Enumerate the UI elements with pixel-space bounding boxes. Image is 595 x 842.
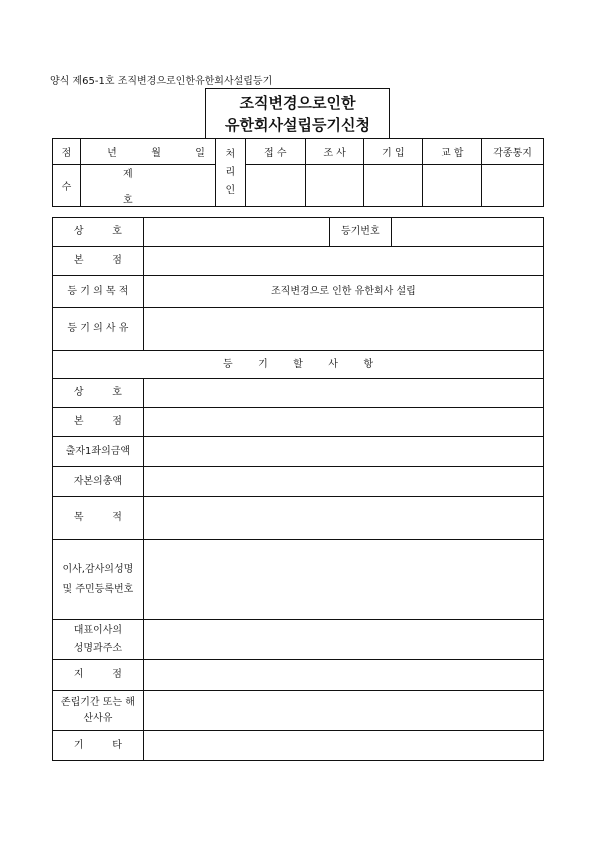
item-field-total-capital[interactable] <box>143 467 543 497</box>
receipt-number-cell[interactable] <box>80 165 215 207</box>
registration-no-field[interactable] <box>391 218 543 247</box>
bonjeom-field[interactable] <box>143 247 543 276</box>
item-label-branch: 지 점 <box>53 660 144 691</box>
col-header-gyohap: 교 합 <box>423 139 482 165</box>
item-label-share-amount: 출자1좌의금액 <box>53 437 144 467</box>
sangho-label: 상 호 <box>53 218 144 247</box>
item-label-representative: 대표이사의 성명과주소 <box>53 620 144 660</box>
bonjeom-label: 본 점 <box>53 247 144 276</box>
receipt-year-label: 년 <box>107 148 117 159</box>
purpose-label: 등 기 의 목 적 <box>53 276 144 308</box>
receipt-day-label: 일 <box>195 148 205 159</box>
item-label-other: 기 타 <box>53 731 144 761</box>
section-header: 등 기 할 사 항 <box>53 351 544 379</box>
item-label-directors: 이사,감사의성명 및 주민등록번호 <box>53 540 144 620</box>
receipt-jeop-label: 점 <box>61 148 72 159</box>
title-line-2: 유한회사설립등기신청 <box>225 116 370 134</box>
receipt-no-je-label: 제 <box>122 169 133 180</box>
form-title <box>205 88 390 138</box>
item-label-sangho: 상 호 <box>53 379 144 408</box>
item-field-other[interactable] <box>143 731 543 761</box>
receipt-su-label: 수 <box>61 182 72 193</box>
item-field-bonjeom[interactable] <box>143 408 543 437</box>
item-field-duration[interactable] <box>143 691 543 731</box>
title-line-1: 조직변경으로인한 <box>239 94 356 112</box>
receipt-table <box>52 138 544 207</box>
receipt-jeop-cell <box>53 139 81 165</box>
cheoriin-char-1: 처 <box>225 148 236 160</box>
sangho-field[interactable] <box>143 218 329 247</box>
receipt-date-cell[interactable] <box>80 139 215 165</box>
col-header-jeopsu: 접 수 <box>245 139 305 165</box>
item-field-directors[interactable] <box>143 540 543 620</box>
col-header-notice: 각종통지 <box>482 139 544 165</box>
registration-no-label: 등기번호 <box>329 218 391 247</box>
item-label-total-capital: 자본의총액 <box>53 467 144 497</box>
receipt-no-ho-label: 호 <box>122 195 133 206</box>
item-field-branch[interactable] <box>143 660 543 691</box>
col-header-giip: 기 입 <box>364 139 423 165</box>
form-code: 양식 제65-1호 조직변경으로인한유한회사설립등기 <box>50 76 273 87</box>
receipt-month-label: 월 <box>151 148 161 159</box>
col-header-josa: 조 사 <box>305 139 364 165</box>
notice-sign-cell[interactable] <box>482 165 544 207</box>
josa-sign-cell[interactable] <box>305 165 364 207</box>
item-label-bonjeom: 본 점 <box>53 408 144 437</box>
main-form-table <box>52 217 544 761</box>
item-label-purpose: 목 적 <box>53 497 144 540</box>
gyohap-sign-cell[interactable] <box>423 165 482 207</box>
reason-label: 등 기 의 사 유 <box>53 308 144 351</box>
item-label-duration: 존립기간 또는 해 산사유 <box>53 691 144 731</box>
cheoriin-char-2: 리 <box>225 166 236 178</box>
receipt-cheoriin-cell <box>215 139 245 207</box>
item-field-share-amount[interactable] <box>143 437 543 467</box>
item-field-sangho[interactable] <box>143 379 543 408</box>
reason-field[interactable] <box>143 308 543 351</box>
item-field-representative[interactable] <box>143 620 543 660</box>
cheoriin-char-3: 인 <box>225 184 236 196</box>
item-field-purpose[interactable] <box>143 497 543 540</box>
receipt-su-cell <box>53 165 81 207</box>
giip-sign-cell[interactable] <box>364 165 423 207</box>
jeopsu-sign-cell[interactable] <box>245 165 305 207</box>
purpose-field[interactable]: 조직변경으로 인한 유한회사 설립 <box>143 276 543 308</box>
